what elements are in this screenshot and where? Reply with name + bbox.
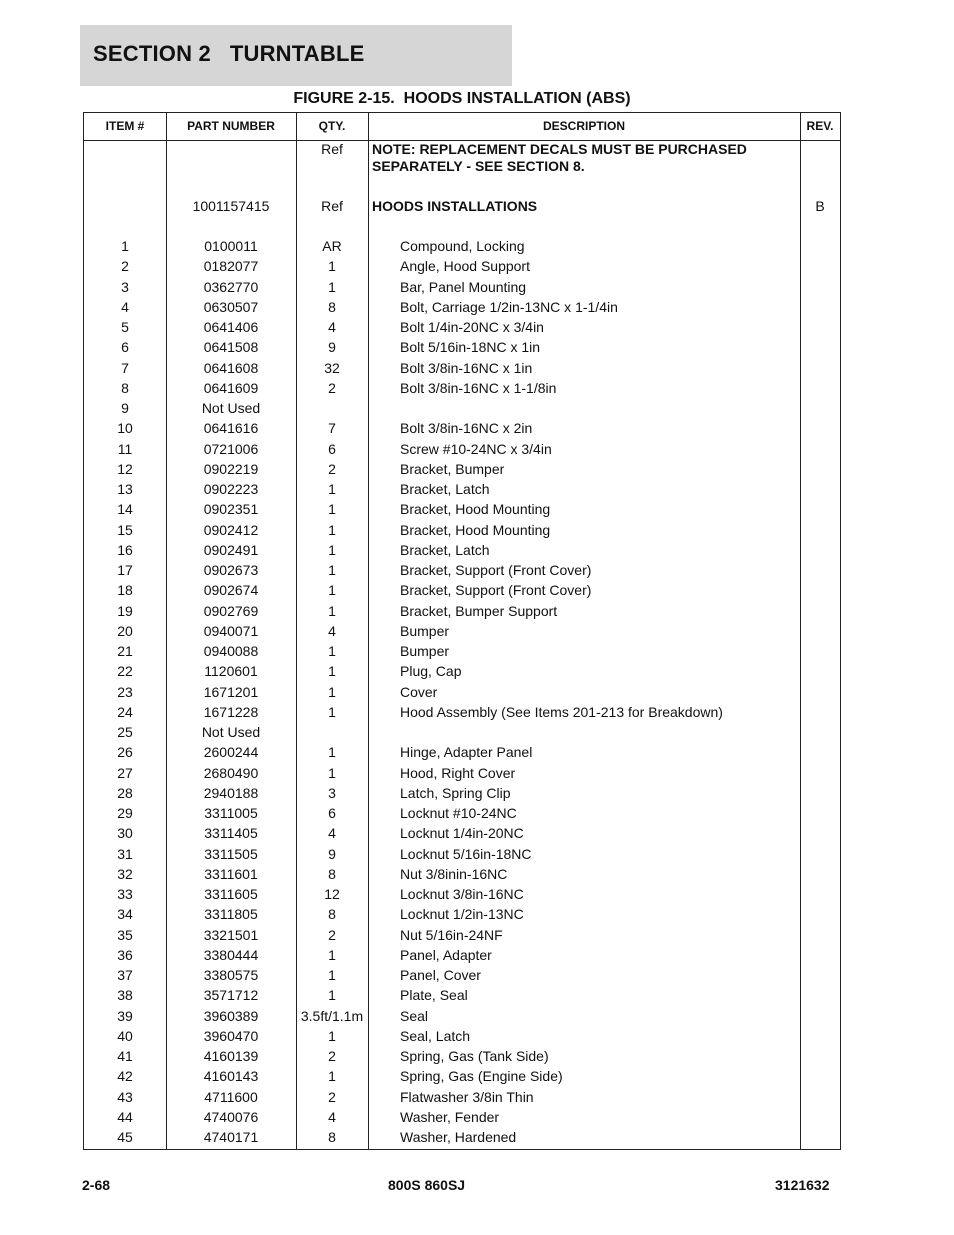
row-part-number: 3380575: [203, 967, 259, 983]
row-quantity: 4: [328, 825, 336, 841]
row-item-number: 26: [117, 744, 133, 760]
row-quantity: 2: [328, 927, 336, 943]
assembly-qty: Ref: [321, 198, 343, 214]
row-description: Bar, Panel Mounting: [400, 279, 527, 295]
row-part-number: 0902351: [203, 501, 259, 517]
row-quantity: 2: [328, 1048, 336, 1064]
row-quantity: 6: [328, 441, 336, 457]
row-description: Locknut 3/8in-16NC: [400, 886, 524, 902]
row-item-number: 45: [117, 1129, 133, 1145]
row-item-number: 42: [117, 1068, 133, 1084]
row-description: Bolt 1/4in-20NC x 3/4in: [400, 319, 544, 335]
row-description: Bracket, Support (Front Cover): [400, 582, 592, 598]
row-item-number: 13: [117, 481, 133, 497]
row-description: Bracket, Hood Mounting: [400, 501, 551, 517]
header-rev: REV.: [806, 119, 834, 133]
row-part-number: 3311601: [204, 866, 258, 882]
row-part-number: 1671201: [203, 684, 259, 700]
row-description: Bracket, Latch: [400, 542, 490, 558]
row-quantity: 12: [324, 886, 340, 902]
row-description: Hood Assembly (See Items 201-213 for Breakdown): [400, 704, 723, 720]
row-description: Bumper: [400, 643, 450, 659]
row-quantity: 1: [328, 582, 336, 598]
row-item-number: 20: [117, 623, 133, 639]
row-quantity: 1: [328, 987, 336, 1003]
row-item-number: 34: [117, 906, 133, 922]
row-description: Bumper: [400, 623, 450, 639]
row-quantity: 2: [328, 461, 336, 477]
row-item-number: 12: [117, 461, 133, 477]
row-description: Bolt, Carriage 1/2in-13NC x 1-1/4in: [400, 299, 618, 315]
row-quantity: 32: [324, 360, 340, 376]
row-item-number: 35: [117, 927, 133, 943]
row-part-number: 3380444: [203, 947, 259, 963]
row-description: Locknut #10-24NC: [400, 805, 517, 821]
note-qty: Ref: [321, 141, 343, 157]
assembly-part-number: 1001157415: [192, 198, 270, 214]
row-description: Locknut 5/16in-18NC: [400, 846, 532, 862]
row-quantity: 1: [328, 562, 336, 578]
row-description: Hinge, Adapter Panel: [400, 744, 533, 760]
figure-title: FIGURE 2-15. HOODS INSTALLATION (ABS): [293, 90, 631, 107]
row-part-number: 0641406: [203, 319, 259, 335]
row-quantity: 9: [328, 846, 336, 862]
row-description: Bolt 3/8in-16NC x 1-1/8in: [400, 380, 557, 396]
row-item-number: 24: [117, 704, 133, 720]
row-quantity: 1: [328, 1068, 336, 1084]
assembly-rev: B: [815, 198, 825, 214]
footer-model: 800S 860SJ: [388, 1177, 466, 1193]
row-part-number: 3311505: [204, 846, 258, 862]
row-item-number: 33: [117, 886, 133, 902]
column-divider: [800, 113, 801, 1149]
row-part-number: 3311605: [204, 886, 258, 902]
row-part-number: 0902491: [203, 542, 259, 558]
row-part-number: 3311005: [204, 805, 258, 821]
row-item-number: 36: [117, 947, 133, 963]
row-quantity: 1: [328, 1028, 336, 1044]
row-quantity: 1: [328, 279, 336, 295]
row-description: Nut 5/16in-24NF: [400, 927, 503, 943]
row-description: Bolt 5/16in-18NC x 1in: [400, 339, 541, 355]
row-description: Screw #10-24NC x 3/4in: [400, 441, 552, 457]
header-part-number: PART NUMBER: [187, 119, 275, 133]
row-quantity: 1: [328, 522, 336, 538]
row-quantity: 8: [328, 906, 336, 922]
row-part-number: 0902219: [203, 461, 259, 477]
row-quantity: 4: [328, 319, 336, 335]
row-part-number: 0902769: [203, 603, 259, 619]
row-part-number: 1120601: [204, 663, 258, 679]
row-item-number: 16: [117, 542, 133, 558]
row-description: Bracket, Support (Front Cover): [400, 562, 592, 578]
row-part-number: 2680490: [203, 765, 259, 781]
row-quantity: 7: [328, 420, 336, 436]
row-description: Plug, Cap: [400, 663, 462, 679]
row-quantity: 3.5ft/1.1m: [300, 1008, 364, 1024]
row-part-number: 0940071: [203, 623, 259, 639]
row-description: Flatwasher 3/8in Thin: [400, 1089, 534, 1105]
row-item-number: 6: [121, 339, 129, 355]
row-part-number: 0902674: [203, 582, 259, 598]
row-item-number: 7: [121, 360, 129, 376]
row-description: Spring, Gas (Engine Side): [400, 1068, 563, 1084]
row-part-number: 3571712: [203, 987, 259, 1003]
row-item-number: 9: [121, 400, 129, 416]
header-item: ITEM #: [105, 119, 145, 133]
row-item-number: 11: [117, 441, 133, 457]
row-item-number: 29: [117, 805, 133, 821]
row-description: Locknut 1/4in-20NC: [400, 825, 524, 841]
row-quantity: 1: [328, 704, 336, 720]
row-description: Locknut 1/2in-13NC: [400, 906, 524, 922]
row-part-number: 0362770: [203, 279, 259, 295]
row-item-number: 5: [121, 319, 129, 335]
row-quantity: 1: [328, 481, 336, 497]
row-part-number: 0902412: [203, 522, 259, 538]
row-description: Bracket, Latch: [400, 481, 490, 497]
row-item-number: 8: [121, 380, 129, 396]
row-quantity: 1: [328, 684, 336, 700]
row-description: Spring, Gas (Tank Side): [400, 1048, 549, 1064]
row-part-number: 0902673: [203, 562, 259, 578]
column-divider: [368, 113, 369, 1149]
row-part-number: 0641508: [203, 339, 259, 355]
row-item-number: 1: [121, 238, 129, 254]
row-description: Seal: [400, 1008, 429, 1024]
row-quantity: 1: [328, 501, 336, 517]
row-description: Bracket, Bumper: [400, 461, 505, 477]
row-quantity: 1: [328, 744, 336, 760]
row-quantity: 8: [328, 866, 336, 882]
row-item-number: 38: [117, 987, 133, 1003]
footer-page-number: 2-68: [82, 1177, 111, 1193]
row-description: Bracket, Hood Mounting: [400, 522, 551, 538]
row-part-number: 0641608: [203, 360, 259, 376]
row-item-number: 39: [117, 1008, 133, 1024]
row-description: Latch, Spring Clip: [400, 785, 511, 801]
row-description: Bolt 3/8in-16NC x 2in: [400, 420, 533, 436]
row-part-number: 2600244: [203, 744, 259, 760]
row-item-number: 15: [117, 522, 133, 538]
row-item-number: 43: [117, 1089, 133, 1105]
row-item-number: 14: [117, 501, 133, 517]
row-quantity: 1: [328, 542, 336, 558]
row-item-number: 37: [117, 967, 133, 983]
row-quantity: 1: [328, 603, 336, 619]
row-description: Cover: [400, 684, 438, 700]
row-description: Bolt 3/8in-16NC x 1in: [400, 360, 533, 376]
row-part-number: 0641609: [203, 380, 259, 396]
row-description: Nut 3/8inin-16NC: [400, 866, 508, 882]
row-part-number: 0100011: [204, 238, 258, 254]
row-description: Compound, Locking: [400, 238, 525, 254]
row-part-number: 4711600: [204, 1089, 258, 1105]
row-quantity: 4: [328, 1109, 336, 1125]
row-quantity: 1: [328, 258, 336, 274]
row-description: Hood, Right Cover: [400, 765, 516, 781]
row-description: Washer, Fender: [400, 1109, 500, 1125]
row-quantity: 9: [328, 339, 336, 355]
row-item-number: 25: [117, 724, 133, 740]
row-description: Panel, Adapter: [400, 947, 492, 963]
row-quantity: 4: [328, 623, 336, 639]
row-quantity: 1: [328, 643, 336, 659]
row-quantity: 3: [328, 785, 336, 801]
row-part-number: 4160139: [203, 1048, 259, 1064]
row-quantity: AR: [322, 238, 342, 254]
row-quantity: 1: [328, 967, 336, 983]
row-part-number: 3960470: [203, 1028, 259, 1044]
row-item-number: 23: [117, 684, 133, 700]
row-description: Plate, Seal: [400, 987, 468, 1003]
row-part-number: 3960389: [203, 1008, 259, 1024]
assembly-description: HOODS INSTALLATIONS: [372, 198, 538, 214]
row-part-number: Not Used: [201, 400, 261, 416]
row-part-number: 0721006: [203, 441, 259, 457]
row-quantity: 8: [328, 1129, 336, 1145]
row-part-number: Not Used: [201, 724, 261, 740]
row-part-number: 1671228: [203, 704, 259, 720]
row-item-number: 41: [117, 1048, 133, 1064]
row-description: Panel, Cover: [400, 967, 481, 983]
row-item-number: 10: [117, 420, 133, 436]
row-description: Bracket, Bumper Support: [400, 603, 558, 619]
row-part-number: 3311405: [204, 825, 258, 841]
row-item-number: 3: [121, 279, 129, 295]
footer-doc-number: 3121632: [775, 1177, 830, 1193]
row-part-number: 0641616: [203, 420, 259, 436]
row-part-number: 0630507: [203, 299, 259, 315]
section-title: SECTION 2 TURNTABLE: [93, 41, 365, 66]
row-item-number: 27: [117, 765, 133, 781]
row-part-number: 4740076: [203, 1109, 259, 1125]
row-item-number: 21: [117, 643, 133, 659]
row-description: Washer, Hardened: [400, 1129, 517, 1145]
note-line-1: NOTE: REPLACEMENT DECALS MUST BE PURCHASED: [372, 141, 747, 157]
header-description: DESCRIPTION: [542, 119, 625, 133]
row-item-number: 31: [117, 846, 133, 862]
row-part-number: 0182077: [203, 258, 259, 274]
row-quantity: 6: [328, 805, 336, 821]
row-item-number: 28: [117, 785, 133, 801]
row-item-number: 32: [117, 866, 133, 882]
row-part-number: 0940088: [203, 643, 259, 659]
row-item-number: 17: [117, 562, 133, 578]
row-quantity: 8: [328, 299, 336, 315]
row-part-number: 2940188: [203, 785, 259, 801]
row-item-number: 22: [117, 663, 133, 679]
row-part-number: 4740171: [203, 1129, 259, 1145]
row-quantity: 1: [328, 765, 336, 781]
row-description: Seal, Latch: [400, 1028, 471, 1044]
section-header: [80, 25, 512, 86]
row-part-number: 4160143: [203, 1068, 259, 1084]
row-quantity: 2: [328, 380, 336, 396]
row-quantity: 2: [328, 1089, 336, 1105]
row-item-number: 4: [121, 299, 129, 315]
row-part-number: 0902223: [203, 481, 259, 497]
row-quantity: 1: [328, 663, 336, 679]
row-item-number: 40: [117, 1028, 133, 1044]
row-item-number: 19: [117, 603, 133, 619]
parts-table: [83, 112, 841, 1150]
row-item-number: 30: [117, 825, 133, 841]
row-item-number: 18: [117, 582, 133, 598]
header-qty: QTY.: [318, 119, 346, 133]
note-line-2: SEPARATELY - SEE SECTION 8.: [372, 158, 585, 174]
row-description: Angle, Hood Support: [400, 258, 530, 274]
row-item-number: 2: [121, 258, 129, 274]
row-quantity: 1: [328, 947, 336, 963]
row-item-number: 44: [117, 1109, 133, 1125]
row-part-number: 3321501: [203, 927, 259, 943]
row-part-number: 3311805: [204, 906, 258, 922]
